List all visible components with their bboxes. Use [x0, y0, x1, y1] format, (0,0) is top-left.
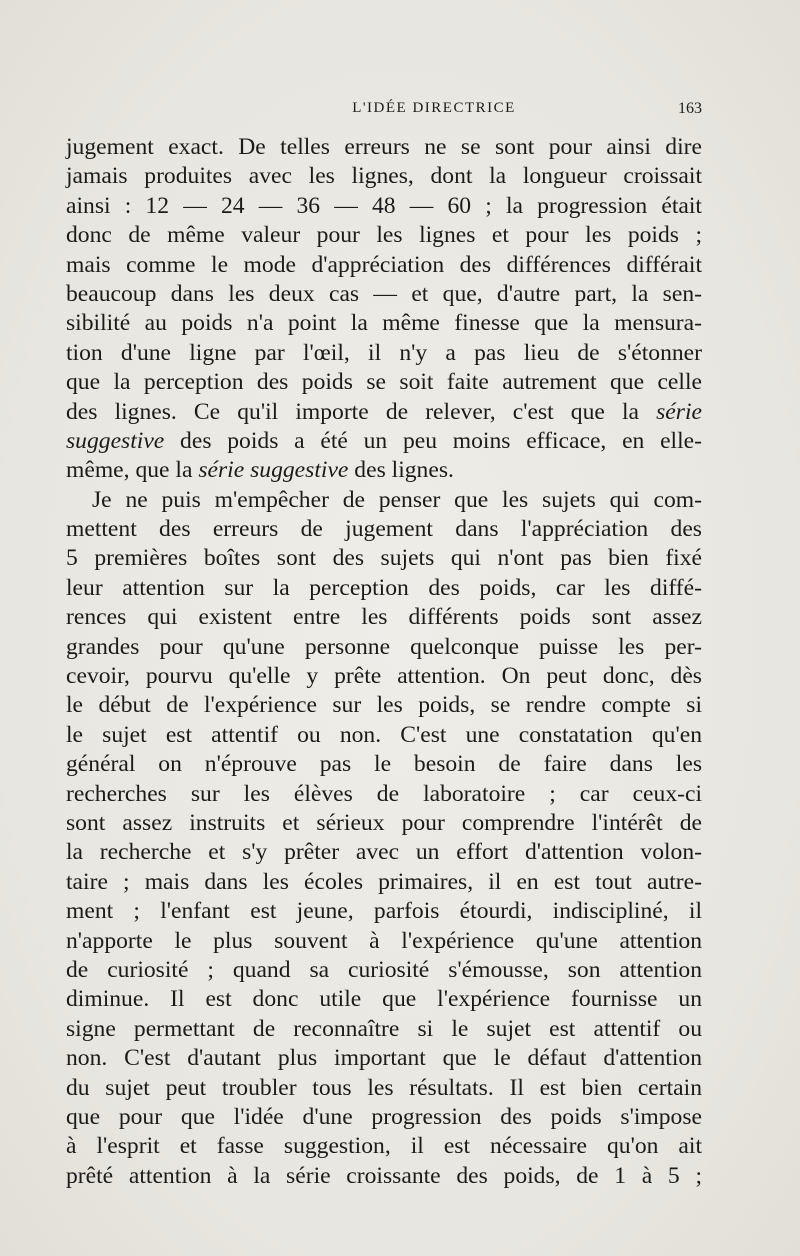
text-line: grandes pour qu'une personne quelconque puisse les per-: [66, 633, 702, 660]
text-line: du sujet peut troubler tous les résultats. Il est bien certain: [66, 1074, 702, 1101]
text-line: diminue. Il est donc utile que l'expérience fournisse un: [66, 986, 702, 1013]
body-text: [66, 133, 702, 1191]
text-run: des lignes.: [354, 457, 454, 484]
text-run: même, que la: [66, 457, 193, 484]
text-line: le sujet est attentif ou non. C'est une constatation qu'en: [66, 721, 702, 748]
text-line: donc de même valeur pour les lignes et pour les poids ;: [66, 222, 702, 249]
text-line: leur attention sur la perception des poids, car les diffé-: [66, 574, 702, 601]
italic-term: série: [656, 398, 702, 425]
text-line: de curiosité ; quand sa curiosité s'émousse, son attention: [66, 956, 702, 983]
text-line: mettent des erreurs de jugement dans l'appréciation des: [66, 516, 702, 543]
text-line: [66, 427, 702, 456]
text-line: rences qui existent entre les différents poids sont assez: [66, 604, 702, 631]
text-line: sont assez instruits et sérieux pour comprendre l'intérêt de: [66, 809, 702, 836]
text-line: recherches sur les élèves de laboratoire ; car ceux-ci: [66, 780, 702, 807]
text-line: ainsi : 12 — 24 — 36 — 48 — 60 ; la progression était: [66, 192, 702, 219]
text-line: [66, 456, 702, 485]
text-line: non. C'est d'autant plus important que le défaut d'attention: [66, 1045, 702, 1072]
text-run: des poids a été un peu moins efficace, en elle-: [180, 427, 702, 454]
text-line: à l'esprit et fasse suggestion, il est nécessaire qu'on ait: [66, 1133, 702, 1160]
text-line: sibilité au poids n'a point la même finesse que la mensura-: [66, 310, 702, 337]
text-line: mais comme le mode d'appréciation des différences différait: [66, 251, 702, 278]
text-line: taire ; mais dans les écoles primaires, il en est tout autre-: [66, 868, 702, 895]
text-run: des lignes. Ce qu'il importe de relever, c'est que la: [66, 398, 639, 425]
text-line: la recherche et s'y prêter avec un effort d'attention volon-: [66, 839, 702, 866]
text-line: n'apporte le plus souvent à l'expérience qu'une attention: [66, 927, 702, 954]
text-line: ment ; l'enfant est jeune, parfois étourdi, indiscipliné, il: [66, 898, 702, 925]
text-line: jugement exact. De telles erreurs ne se sont pour ainsi dire: [66, 134, 702, 160]
text-line: cevoir, pourvu qu'elle y prête attention. On peut donc, dès: [66, 663, 702, 690]
text-line: tion d'une ligne par l'œil, il n'y a pas lieu de s'étonner: [66, 339, 702, 366]
running-title: L'IDÉE DIRECTRICE: [352, 100, 516, 116]
text-line: signe permettant de reconnaître si le sujet est attentif ou: [66, 1015, 702, 1042]
italic-term: série suggestive: [198, 457, 349, 484]
text-line: [66, 398, 702, 427]
page-number: 163: [678, 100, 702, 117]
text-line: beaucoup dans les deux cas — et que, d'autre part, la sen-: [66, 280, 702, 307]
text-line: jamais produites avec les lignes, dont la longueur croissait: [66, 163, 702, 190]
text-line: le début de l'expérience sur les poids, se rendre compte si: [66, 692, 702, 719]
text-line: général on n'éprouve pas le besoin de faire dans les: [66, 751, 702, 778]
text-line: que pour que l'idée d'une progression des poids s'impose: [66, 1103, 702, 1130]
italic-term: suggestive: [66, 427, 165, 454]
text-line: prêté attention à la série croissante des poids, de 1 à 5 ;: [66, 1162, 702, 1189]
text-line: Je ne puis m'empêcher de penser que les sujets qui com-: [92, 486, 702, 513]
text-line: 5 premières boîtes sont des sujets qui n'ont pas bien fixé: [66, 545, 702, 572]
running-head: [66, 100, 702, 126]
text-line: que la perception des poids se soit faite autrement que celle: [66, 369, 702, 396]
